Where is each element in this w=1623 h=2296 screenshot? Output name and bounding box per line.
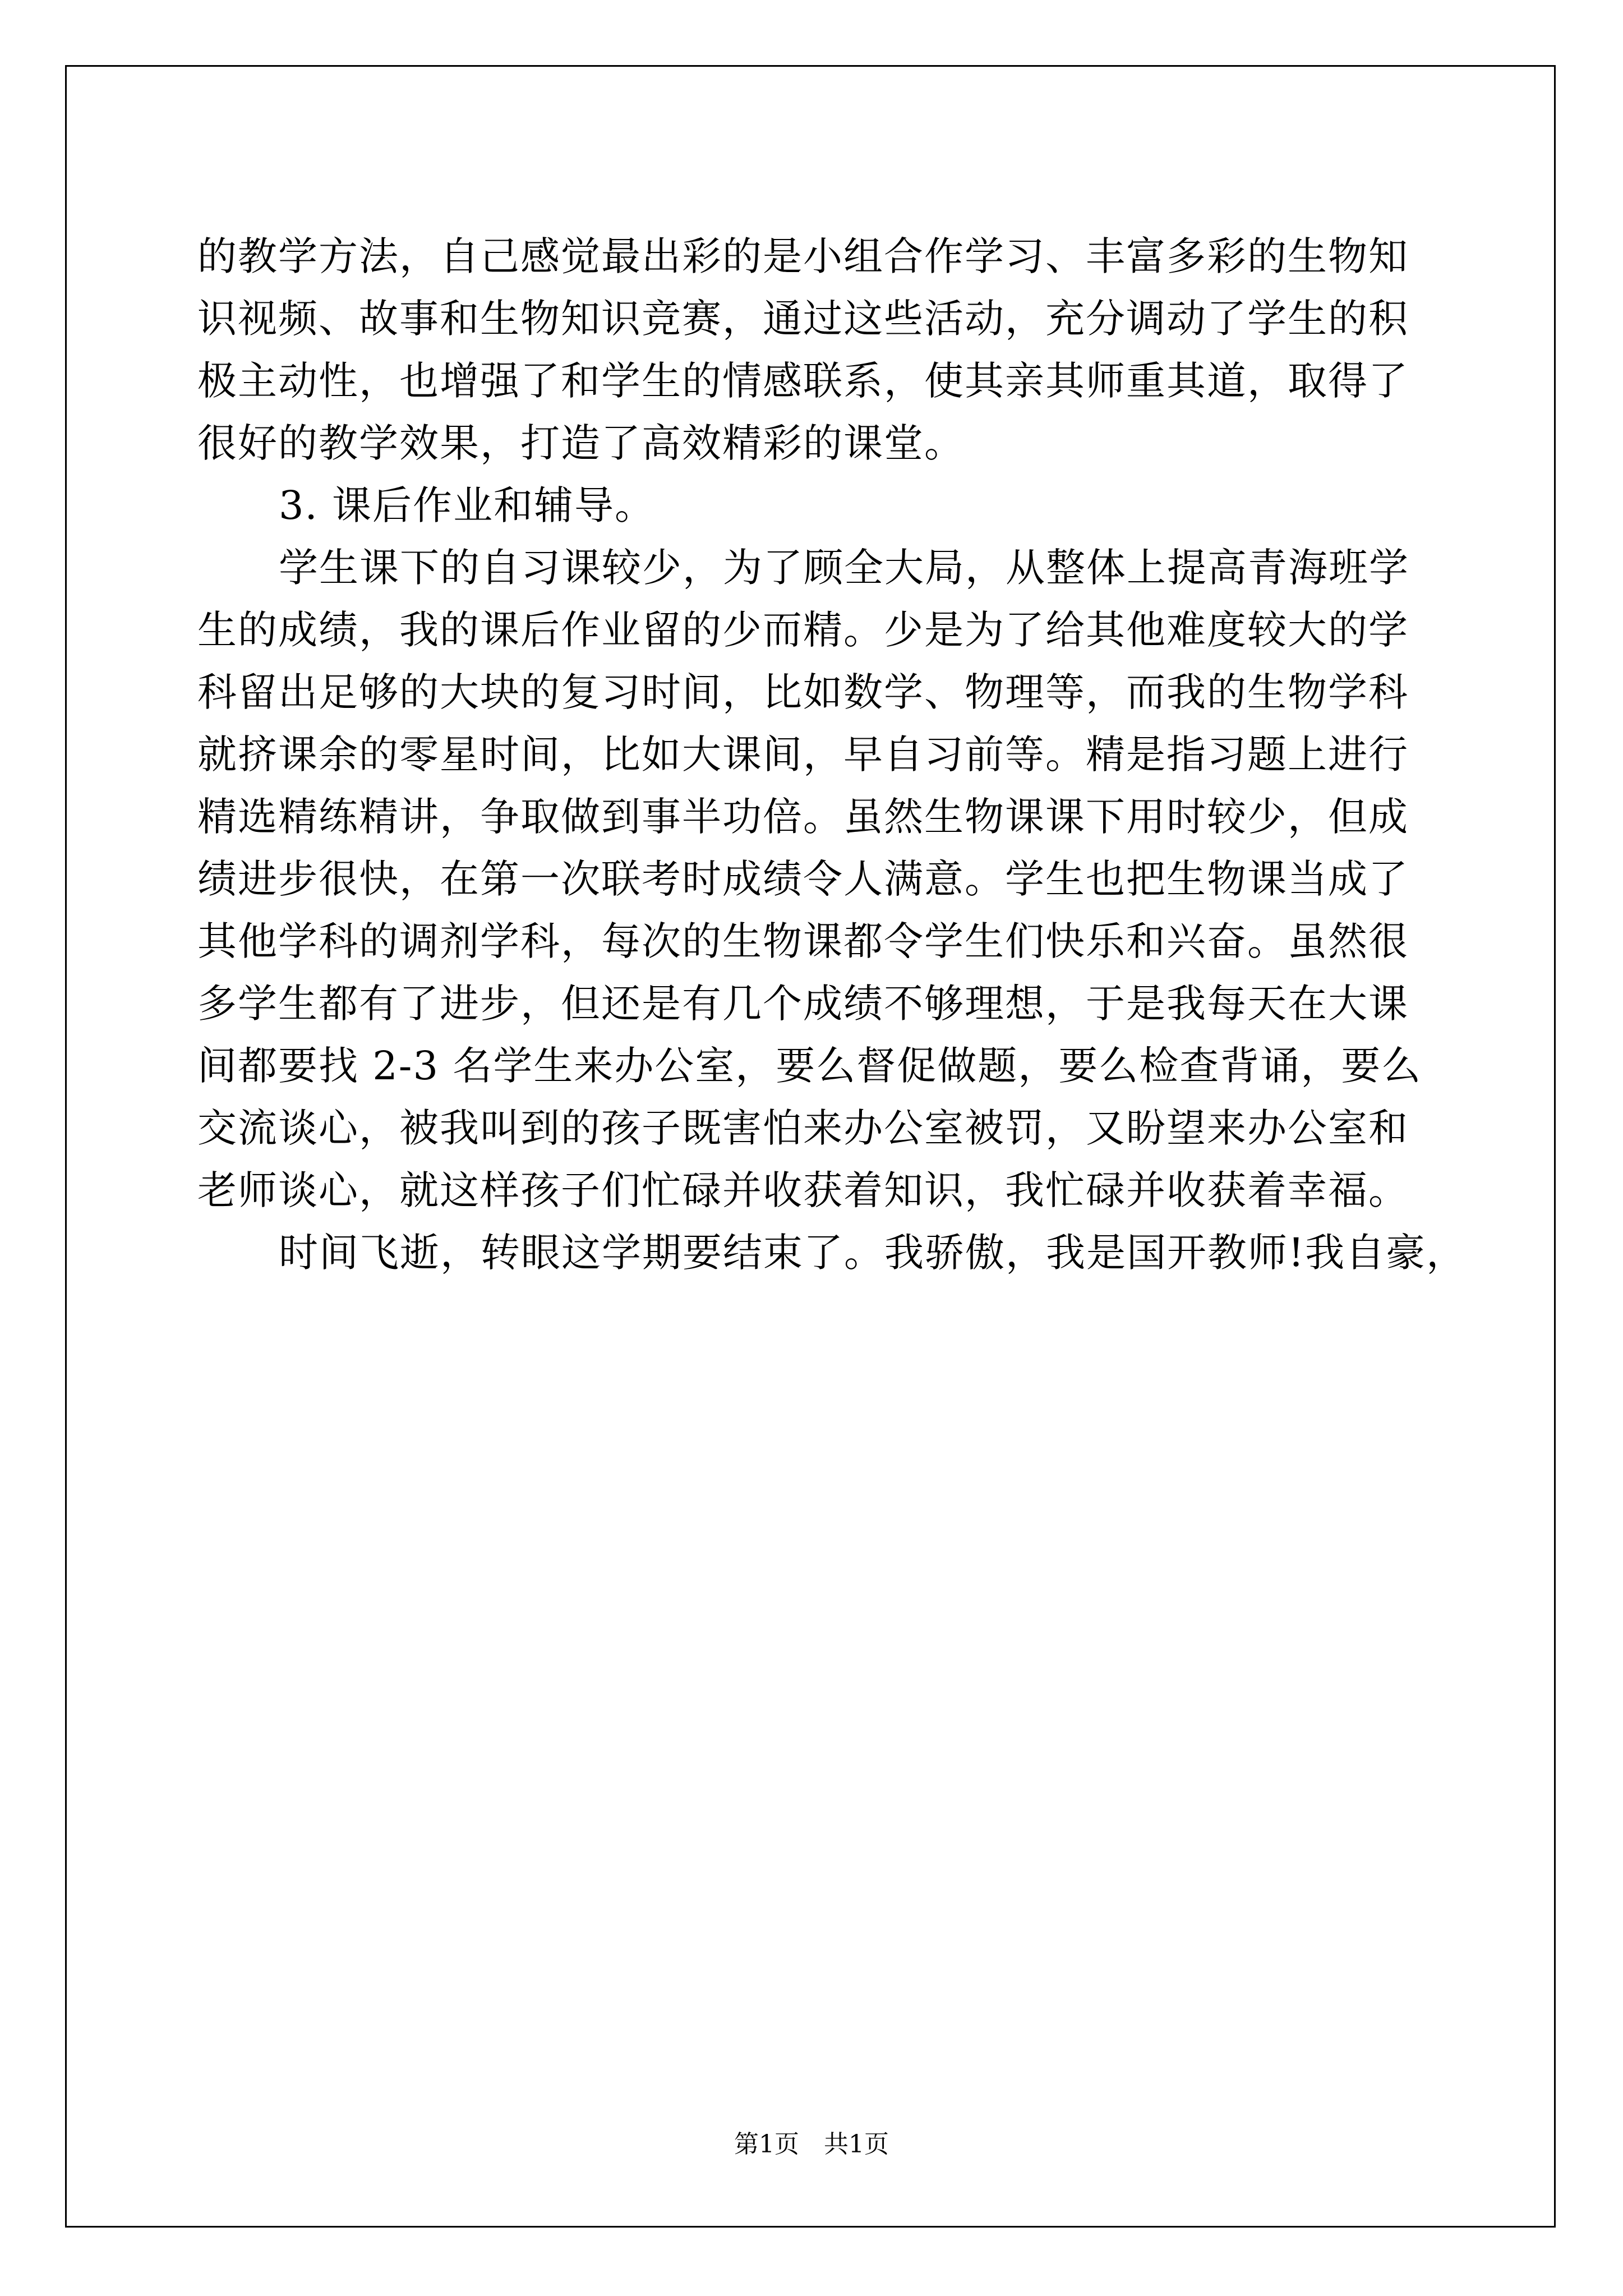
body-line: 极主动性，也增强了和学生的情感联系，使其亲其师重其道，取得了 bbox=[197, 358, 1409, 404]
body-line: 交流谈心，被我叫到的孩子既害怕来办公室被罚，又盼望来办公室和 bbox=[197, 1105, 1409, 1151]
body-line: 的教学方法，自己感觉最出彩的是小组合作学习、丰富多彩的生物知 bbox=[197, 233, 1409, 279]
document-body bbox=[197, 204, 1467, 1306]
body-line: 时间飞逝，转眼这学期要结束了。我骄傲，我是国开教师!我自豪， bbox=[279, 1230, 1467, 1276]
body-line: 科留出足够的大块的复习时间，比如数学、物理等，而我的生物学科 bbox=[197, 669, 1409, 715]
body-line: 就挤课余的零星时间，比如大课间，早自习前等。精是指习题上进行 bbox=[197, 731, 1409, 777]
body-line: 其他学科的调剂学科，每次的生物课都令学生们快乐和兴奋。虽然很 bbox=[197, 918, 1409, 964]
body-line: 很好的教学效果，打造了高效精彩的课堂。 bbox=[197, 420, 965, 466]
page-number-footer: 第1页 共1页 bbox=[734, 2130, 889, 2159]
section-heading: 3. 课后作业和辅导。 bbox=[279, 482, 656, 528]
body-line: 绩进步很快，在第一次联考时成绩令人满意。学生也把生物课当成了 bbox=[197, 856, 1409, 902]
body-line: 老师谈心，就这样孩子们忙碌并收获着知识，我忙碌并收获着幸福。 bbox=[197, 1167, 1409, 1213]
body-line: 精选精练精讲，争取做到事半功倍。虽然生物课课下用时较少，但成 bbox=[197, 794, 1409, 840]
body-line: 学生课下的自习课较少，为了顾全大局，从整体上提高青海班学 bbox=[279, 545, 1409, 591]
body-line: 多学生都有了进步，但还是有几个成绩不够理想，于是我每天在大课 bbox=[197, 981, 1409, 1027]
body-line: 生的成绩，我的课后作业留的少而精。少是为了给其他难度较大的学 bbox=[197, 607, 1409, 653]
body-line: 间都要找 2-3 名学生来办公室，要么督促做题，要么检查背诵，要么 bbox=[197, 1043, 1422, 1089]
body-line: 识视频、故事和生物知识竞赛，通过这些活动，充分调动了学生的积 bbox=[197, 296, 1409, 342]
